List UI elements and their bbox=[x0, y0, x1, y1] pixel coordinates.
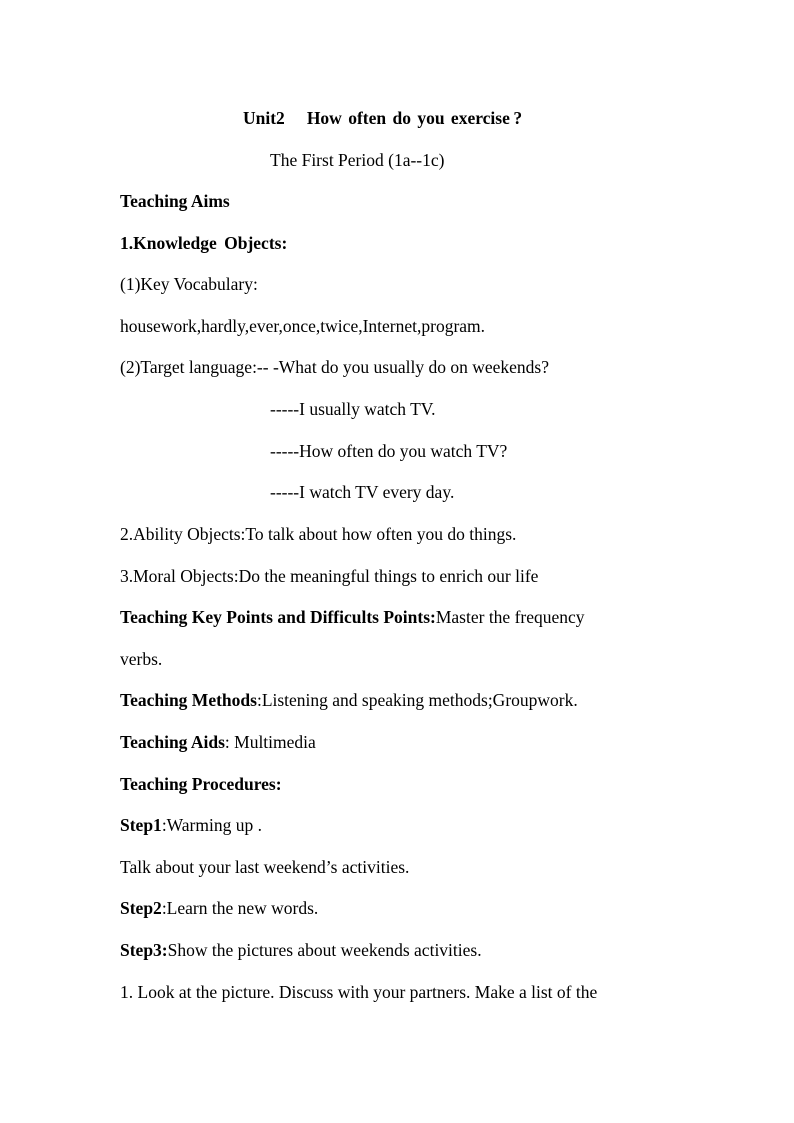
step1-line bbox=[120, 814, 262, 836]
key-points-line bbox=[120, 606, 585, 628]
teaching-procedures-heading: Teaching Procedures: bbox=[120, 774, 282, 794]
step1-text: :Warming up . bbox=[161, 815, 262, 835]
teaching-methods-label: Teaching Methods bbox=[120, 690, 257, 710]
key-points-text: Master the frequency bbox=[435, 607, 585, 627]
step3-label: Step3: bbox=[120, 940, 168, 960]
page-subtitle: The First Period (1a--1c) bbox=[270, 150, 445, 170]
key-points-continued: verbs. bbox=[120, 649, 163, 669]
step2-text: :Learn the new words. bbox=[161, 898, 319, 918]
teaching-methods-text: :Listening and speaking methods;Groupwork. bbox=[256, 690, 578, 710]
teaching-aids-text: : Multimedia bbox=[224, 732, 316, 752]
title-unit: Unit2 bbox=[243, 108, 285, 128]
key-vocab-label: (1)Key Vocabulary: bbox=[120, 274, 258, 294]
ability-objects: 2.Ability Objects:To talk about how often you do things. bbox=[120, 524, 517, 544]
step3-line bbox=[120, 939, 482, 961]
title-question: How often do you exercise ? bbox=[306, 108, 523, 128]
step3-text: Show the pictures about weekends activities. bbox=[167, 940, 482, 960]
dialogue-line-3: -----I watch TV every day. bbox=[270, 482, 455, 502]
step1-label: Step1 bbox=[120, 815, 162, 835]
teaching-aims-heading: Teaching Aims bbox=[120, 191, 230, 211]
key-points-label: Teaching Key Points and Difficults Points: bbox=[120, 607, 436, 627]
dialogue-line-2: -----How often do you watch TV? bbox=[270, 441, 508, 461]
procedure-item-1: 1. Look at the picture. Discuss with your partners. Make a list of the bbox=[120, 982, 598, 1002]
dialogue-line-1: -----I usually watch TV. bbox=[270, 399, 436, 419]
key-vocab-words: housework,hardly,ever,once,twice,Internet,program. bbox=[120, 316, 486, 336]
teaching-aids-label: Teaching Aids bbox=[120, 732, 225, 752]
step2-line bbox=[120, 897, 318, 919]
teaching-methods-line bbox=[120, 689, 578, 711]
target-language-line: (2)Target language:-- -What do you usually do on weekends? bbox=[120, 357, 550, 377]
page-title bbox=[243, 107, 522, 129]
teaching-aids-line bbox=[120, 731, 316, 753]
moral-objects: 3.Moral Objects:Do the meaningful things to enrich our life bbox=[120, 566, 539, 586]
knowledge-objects-heading: 1.Knowledge Objects: bbox=[120, 233, 288, 253]
step1-detail: Talk about your last weekend’s activities. bbox=[120, 857, 410, 877]
step2-label: Step2 bbox=[120, 898, 162, 918]
